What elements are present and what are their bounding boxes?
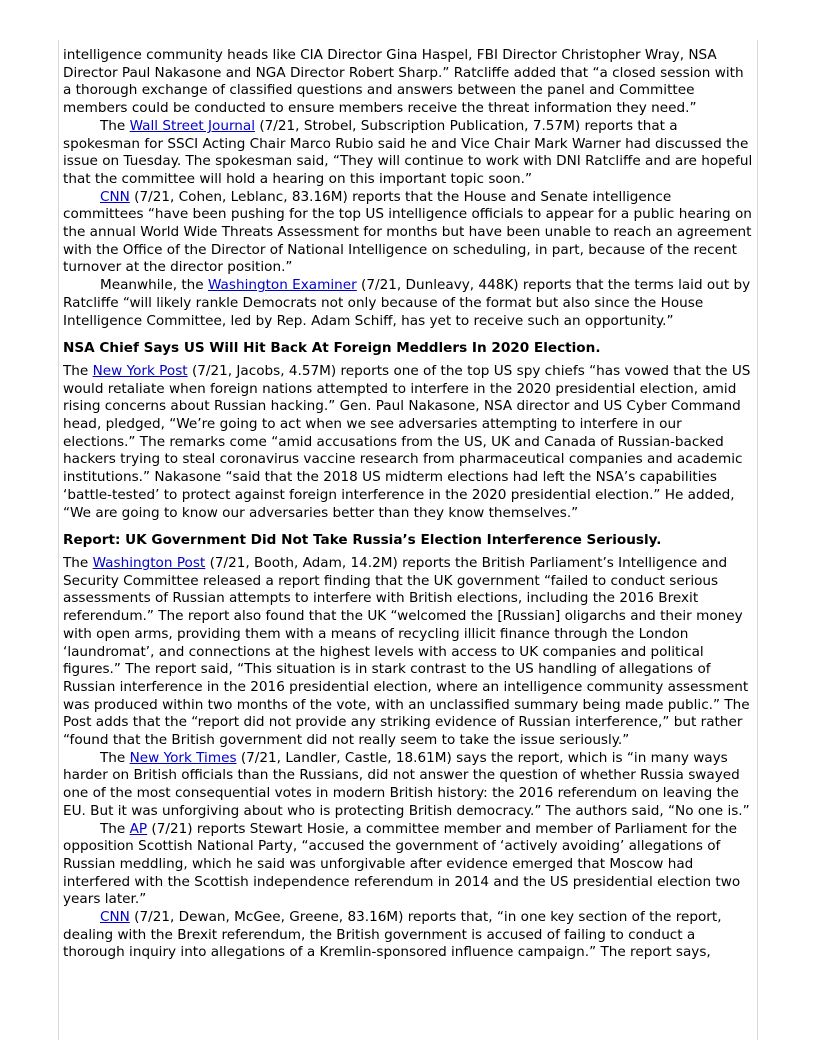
paragraph: CNN (7/21, Dewan, McGee, Greene, 83.16M) reports that, “in one key section of the report, dealing with the Brexit referendum, the British government is accused of failing to conduct a thorough inquiry into allegations of a Kremlin-sponsored influence campaign.” The report says, bbox=[63, 909, 722, 961]
source-link-washington-examiner[interactable]: Washington Examiner bbox=[207, 277, 357, 294]
source-link-cnn[interactable]: CNN bbox=[100, 909, 130, 926]
paragraph: Meanwhile, the Washington Examiner (7/21, Dunleavy, 448K) reports that the terms laid out by Ratcliffe “will likely rankle Democrats not only because of the format but also since the House Intelligence Committee, led by Rep. Adam Schiff, has yet to receive such an opportunity.” bbox=[63, 277, 751, 329]
source-link-ap[interactable]: AP bbox=[129, 820, 148, 837]
left-margin-rule bbox=[58, 40, 59, 1040]
paragraph: The New York Times (7/21, Landler, Castle, 18.61M) says the report, which is “in many ways harder on British officials than the Russians, did not answer the question of whether Russia swayed one of the most consequential votes in modern British history: the 2016 referendum on leaving the EU. But it was unforgiving about who is protecting British democracy.” The authors said, “No one is.” bbox=[63, 749, 750, 819]
paragraph: The AP (7/21) reports Stewart Hosie, a committee member and member of Parliament for the opposition Scottish National Party, “accused the government of ‘actively avoiding’ allegations of Russian meddling, which he said was unforgivable after evidence emerged that Moscow had interfered with the Scottish independence referendum in 2014 and the US presidential election two years later.” bbox=[63, 820, 741, 908]
paragraph: intelligence community heads like CIA Director Gina Haspel, FBI Director Christopher Wray, NSA Director Paul Nakasone and NGA Director Robert Sharp.” Ratcliffe added that “a closed session with a thorough exchange of classified questions and answers between the panel and Committee members could be conducted to ensure members receive the threat information they need.” bbox=[63, 47, 744, 117]
source-link-new-york-times[interactable]: New York Times bbox=[129, 749, 237, 766]
document-page bbox=[63, 47, 753, 962]
source-link-cnn[interactable]: CNN bbox=[100, 188, 130, 205]
right-margin-rule bbox=[757, 40, 758, 1040]
paragraph: The Washington Post (7/21, Booth, Adam, 14.2M) reports the British Parliament’s Intelligence and Security Committee released a report finding that the UK government “failed to conduct serious assessments of Russian attempts to interfere with British elections, including the 2016 Brexit referendum.” The report also found that the UK “welcomed the [Russian] oligarchs and their money with open arms, providing them with a means of recycling illicit finance through the London ‘laundromat’, and connections at the highest levels with access to UK companies and political figures.” The report said, “This situation is in stark contrast to the US handling of allegations of Russian interference in the 2016 presidential election, where an intelligence community assessment was produced within two months of the vote, with an unclassified summary being made public.” The Post adds that the “report did not provide any striking evidence of Russian interference,” but rather “found that the British government did not really seem to take the issue seriously.” bbox=[63, 554, 750, 749]
paragraph: The Wall Street Journal (7/21, Strobel, Subscription Publication, 7.57M) reports that a spokesman for SSCI Acting Chair Marco Rubio said he and Vice Chair Mark Warner had discussed the issue on Tuesday. The spokesman said, “They will continue to work with DNI Ratcliffe and are hopeful that the committee will hold a hearing on this important topic soon.” bbox=[63, 117, 753, 187]
source-link-new-york-post[interactable]: New York Post bbox=[92, 362, 188, 379]
article-headline: Report: UK Government Did Not Take Russia’s Election Interference Seriously. bbox=[63, 532, 662, 549]
article-headline: NSA Chief Says US Will Hit Back At Foreign Meddlers In 2020 Election. bbox=[63, 340, 601, 357]
paragraph: CNN (7/21, Cohen, Leblanc, 83.16M) reports that the House and Senate intelligence committees “have been pushing for the top US intelligence officials to appear for a public hearing on the annual World Wide Threats Assessment for months but have been unable to reach an agreement with the Office of the Director of National Intelligence on scheduling, in part, because of the recent turnover at the director position.” bbox=[63, 188, 752, 276]
source-link-washington-post[interactable]: Washington Post bbox=[92, 554, 206, 571]
source-link-wall-street-journal[interactable]: Wall Street Journal bbox=[129, 117, 256, 134]
paragraph: The New York Post (7/21, Jacobs, 4.57M) reports one of the top US spy chiefs “has vowed that the US would retaliate when foreign nations attempted to interfere in the 2020 presidential election, amid rising concerns about Russian hacking.” Gen. Paul Nakasone, NSA director and US Cyber Command head, pledged, “We’re going to act when we see adversaries attempting to interfere in our elections.” The remarks come “amid accusations from the US, UK and Canada of Russian-backed hackers trying to steal coronavirus vaccine research from pharmaceutical companies and academic institutions.” Nakasone “said that the 2018 US midterm elections had left the NSA’s capabilities ‘battle-tested’ to protect against foreign interference in the 2020 presidential election.” He added, “We are going to know our adversaries better than they know themselves.” bbox=[63, 362, 751, 521]
